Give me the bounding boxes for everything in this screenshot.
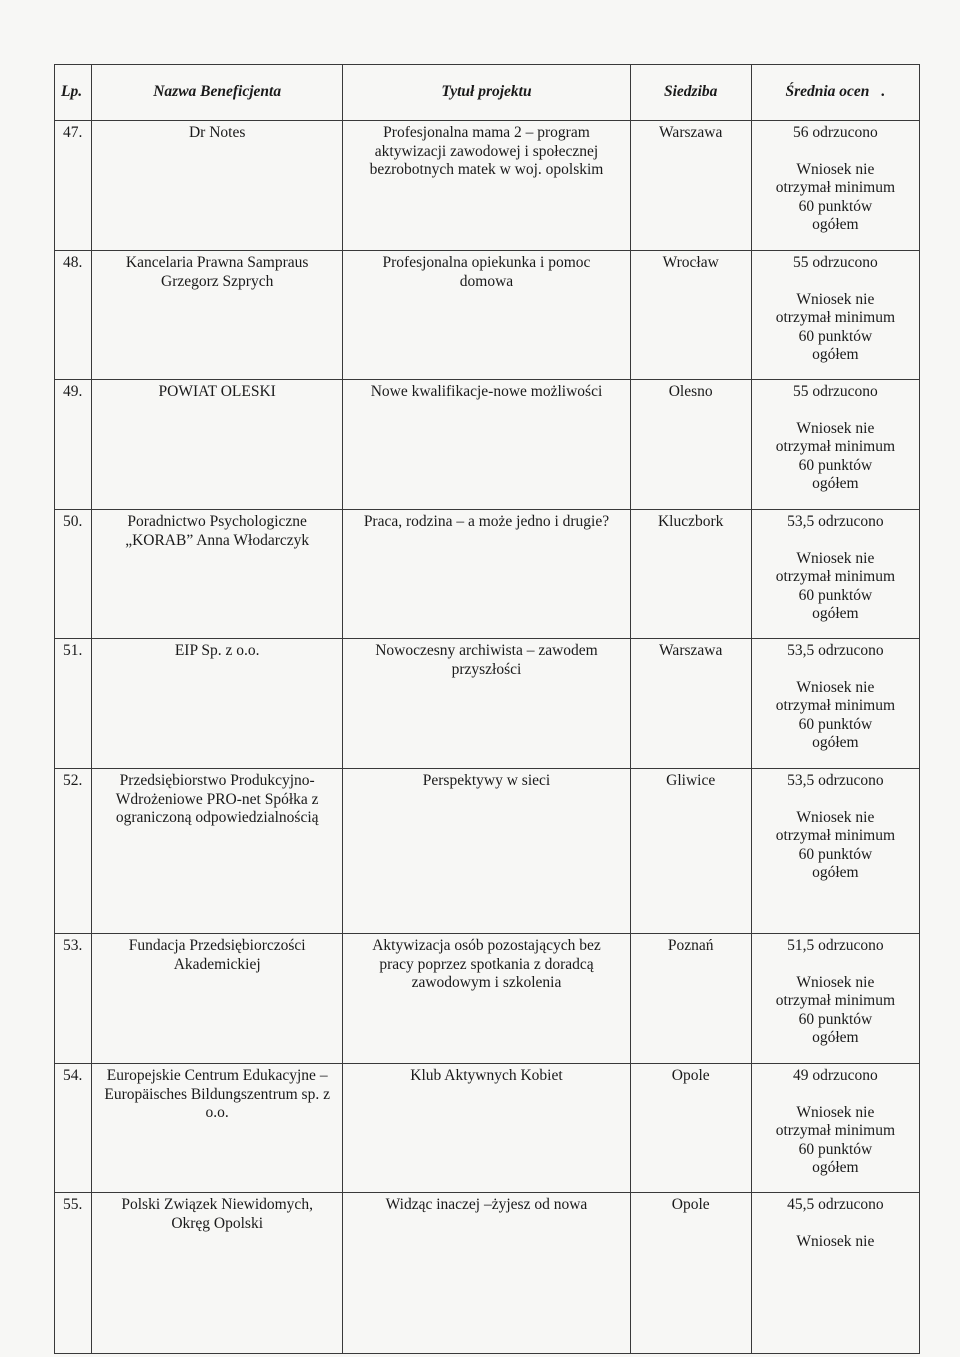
row-name: Poradnictwo Psychologiczne „KORAB” Anna Włodarczyk bbox=[92, 510, 343, 639]
score-note: Wniosek nie bbox=[796, 419, 875, 437]
header-title: Tytuł projektu bbox=[343, 65, 630, 121]
score-note: 60 punktów bbox=[798, 327, 873, 345]
score-value: 53,5 odrzucono bbox=[787, 642, 884, 659]
header-score-label: Średnia ocen bbox=[785, 83, 870, 101]
header-score bbox=[751, 65, 919, 121]
row-seat: Poznań bbox=[630, 934, 751, 1064]
row-title: Klub Aktywnych Kobiet bbox=[343, 1064, 630, 1193]
row-title: Nowoczesny archiwista – zawodem przyszłości bbox=[343, 639, 630, 769]
score-note: Wniosek nie bbox=[796, 1103, 875, 1121]
row-name: Polski Związek Niewidomych, Okręg Opolski bbox=[92, 1193, 343, 1354]
row-score bbox=[751, 251, 919, 380]
score-note: ogółem bbox=[812, 1029, 859, 1046]
score-note: Wniosek nie bbox=[796, 678, 875, 696]
row-score bbox=[751, 769, 919, 934]
row-seat: Gliwice bbox=[630, 769, 751, 934]
row-score bbox=[751, 1064, 919, 1193]
header-trailing-mark: . bbox=[881, 83, 886, 101]
row-score bbox=[751, 380, 919, 510]
row-lp: 55. bbox=[55, 1193, 92, 1354]
score-note: 60 punktów bbox=[798, 1140, 873, 1158]
score-note: 60 punktów bbox=[798, 715, 873, 733]
row-name: Dr Notes bbox=[92, 121, 343, 251]
score-note: Wniosek nie bbox=[796, 1232, 875, 1250]
score-value: 53,5 odrzucono bbox=[787, 513, 884, 530]
score-note: otrzymał minimum bbox=[775, 309, 895, 326]
row-title: Aktywizacja osób pozostających bez pracy poprzez spotkania z doradcą zawodowym i szkolenia bbox=[343, 934, 630, 1064]
row-score bbox=[751, 1193, 919, 1354]
table-row bbox=[55, 1193, 920, 1354]
score-note: 60 punktów bbox=[798, 845, 873, 863]
row-seat: Opole bbox=[630, 1064, 751, 1193]
score-note: ogółem bbox=[812, 734, 859, 751]
header-lp: Lp. bbox=[55, 65, 92, 121]
row-seat: Opole bbox=[630, 1193, 751, 1354]
row-name: EIP Sp. z o.o. bbox=[92, 639, 343, 769]
score-note: Wniosek nie bbox=[796, 808, 875, 826]
header-name: Nazwa Beneficjenta bbox=[92, 65, 343, 121]
score-value: 55 odrzucono bbox=[792, 383, 878, 400]
table-row bbox=[55, 639, 920, 769]
row-title: Profesjonalna mama 2 – program aktywizacji zawodowej i społecznej bezrobotnych matek w woj. opolskim bbox=[343, 121, 630, 251]
row-seat: Warszawa bbox=[630, 639, 751, 769]
score-value: 45,5 odrzucono bbox=[787, 1196, 884, 1213]
score-value: 55 odrzucono bbox=[792, 254, 878, 271]
score-note: 60 punktów bbox=[798, 1010, 873, 1028]
row-lp: 48. bbox=[55, 251, 92, 380]
row-title: Widząc inaczej –żyjesz od nowa bbox=[343, 1193, 630, 1354]
row-score bbox=[751, 934, 919, 1064]
score-note: otrzymał minimum bbox=[775, 1122, 895, 1139]
row-lp: 53. bbox=[55, 934, 92, 1064]
row-lp: 54. bbox=[55, 1064, 92, 1193]
score-note: Wniosek nie bbox=[796, 549, 875, 567]
row-name: Fundacja Przedsiębiorczości Akademickiej bbox=[92, 934, 343, 1064]
row-seat: Wrocław bbox=[630, 251, 751, 380]
row-title: Profesjonalna opiekunka i pomoc domowa bbox=[343, 251, 630, 380]
score-note: ogółem bbox=[812, 346, 859, 363]
table-row bbox=[55, 251, 920, 380]
table-header-row bbox=[55, 65, 920, 121]
header-seat: Siedziba bbox=[630, 65, 751, 121]
score-note: Wniosek nie bbox=[796, 290, 875, 308]
row-name: Europejskie Centrum Edukacyjne – Europäisches Bildungszentrum sp. z o.o. bbox=[92, 1064, 343, 1193]
table-row bbox=[55, 1064, 920, 1193]
row-title: Praca, rodzina – a może jedno i drugie? bbox=[343, 510, 630, 639]
score-note: ogółem bbox=[812, 216, 859, 233]
score-note: Wniosek nie bbox=[796, 160, 875, 178]
score-note: otrzymał minimum bbox=[775, 827, 895, 844]
score-note: otrzymał minimum bbox=[775, 568, 895, 585]
row-score bbox=[751, 121, 919, 251]
score-value: 56 odrzucono bbox=[792, 124, 878, 141]
score-value: 49 odrzucono bbox=[792, 1067, 878, 1084]
table-row bbox=[55, 510, 920, 639]
row-seat: Warszawa bbox=[630, 121, 751, 251]
row-name: Kancelaria Prawna Sampraus Grzegorz Szprych bbox=[92, 251, 343, 380]
row-score bbox=[751, 639, 919, 769]
score-note: 60 punktów bbox=[798, 456, 873, 474]
score-note: 60 punktów bbox=[798, 197, 873, 215]
beneficiaries-table bbox=[54, 64, 920, 1354]
table-row bbox=[55, 380, 920, 510]
score-note: 60 punktów bbox=[798, 586, 873, 604]
row-lp: 50. bbox=[55, 510, 92, 639]
table-row bbox=[55, 769, 920, 934]
row-score bbox=[751, 510, 919, 639]
score-value: 53,5 odrzucono bbox=[787, 772, 884, 789]
row-lp: 52. bbox=[55, 769, 92, 934]
score-note: Wniosek nie bbox=[796, 973, 875, 991]
row-lp: 47. bbox=[55, 121, 92, 251]
row-lp: 49. bbox=[55, 380, 92, 510]
row-seat: Olesno bbox=[630, 380, 751, 510]
score-note: ogółem bbox=[812, 605, 859, 622]
table-row bbox=[55, 934, 920, 1064]
score-note: otrzymał minimum bbox=[775, 697, 895, 714]
row-lp: 51. bbox=[55, 639, 92, 769]
score-note: ogółem bbox=[812, 1159, 859, 1176]
score-value: 51,5 odrzucono bbox=[787, 937, 884, 954]
score-note: ogółem bbox=[812, 864, 859, 881]
score-note: otrzymał minimum bbox=[775, 438, 895, 455]
row-name: POWIAT OLESKI bbox=[92, 380, 343, 510]
row-name: Przedsiębiorstwo Produkcyjno-Wdrożeniowe PRO-net Spółka z ograniczoną odpowiedzialnością bbox=[92, 769, 343, 934]
table-row bbox=[55, 121, 920, 251]
row-seat: Kluczbork bbox=[630, 510, 751, 639]
row-title: Nowe kwalifikacje-nowe możliwości bbox=[343, 380, 630, 510]
score-note: otrzymał minimum bbox=[775, 992, 895, 1009]
row-title: Perspektywy w sieci bbox=[343, 769, 630, 934]
score-note: otrzymał minimum bbox=[775, 179, 895, 196]
score-note: ogółem bbox=[812, 475, 859, 492]
